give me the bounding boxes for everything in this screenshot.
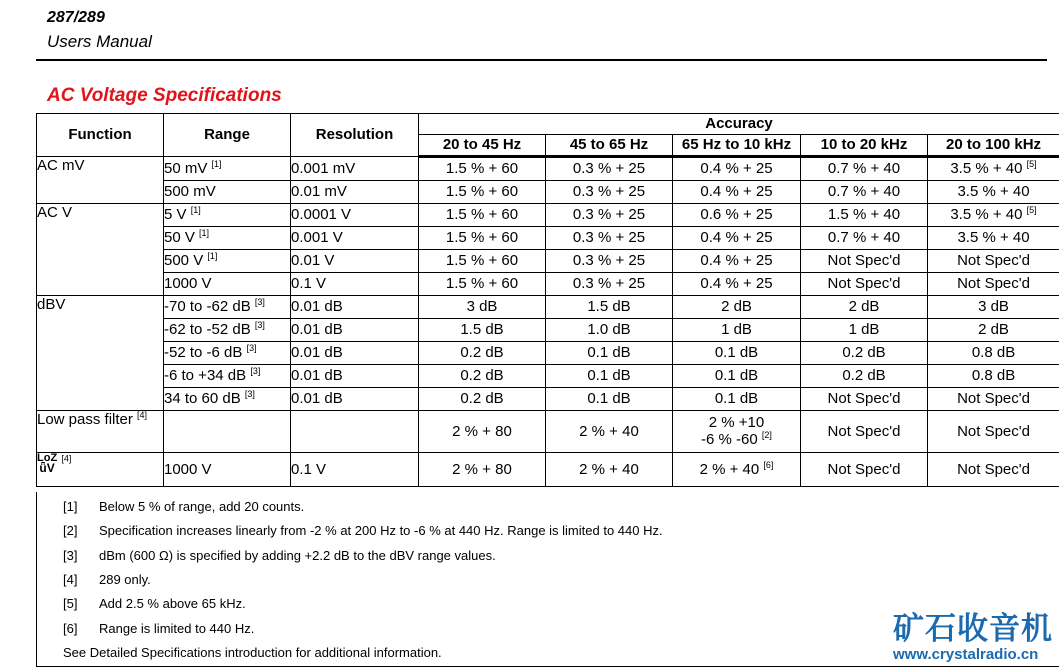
accuracy-cell: 1.5 % + 60 [419, 227, 546, 250]
table-row [37, 365, 1059, 388]
table-row [37, 250, 1059, 273]
accuracy-cell: 0.4 % + 25 [673, 157, 801, 181]
accuracy-cell: 0.6 % + 25 [673, 204, 801, 227]
range-cell: 500 V [1] [164, 250, 291, 273]
footnote-general: See Detailed Specifications introduction for additional information. [63, 645, 442, 660]
header-freq-1: 20 to 45 Hz [419, 135, 546, 157]
resolution-cell: 0.001 V [291, 227, 419, 250]
accuracy-cell: Not Spec'd [928, 273, 1059, 296]
accuracy-cell: Not Spec'd [801, 453, 928, 487]
accuracy-cell: 2 % + 40 [546, 411, 673, 453]
accuracy-cell: 0.1 dB [673, 388, 801, 411]
function-acmv: AC mV [37, 157, 164, 204]
range-cell [164, 411, 291, 453]
range-cell: 50 mV [1] [164, 157, 291, 181]
accuracy-cell: 0.2 dB [801, 365, 928, 388]
accuracy-cell: 3.5 % + 40 [5] [928, 204, 1059, 227]
accuracy-cell: 0.2 dB [419, 388, 546, 411]
section-title: AC Voltage Specifications [47, 85, 282, 106]
accuracy-cell: 0.3 % + 25 [546, 157, 673, 181]
accuracy-cell: 2 % + 40 [6] [673, 453, 801, 487]
function-loz: LoZ ǖV [4] [37, 453, 164, 487]
accuracy-cell: 0.7 % + 40 [801, 227, 928, 250]
accuracy-cell: 2 % + 80 [419, 453, 546, 487]
accuracy-cell: 0.8 dB [928, 342, 1059, 365]
accuracy-cell: 2 dB [673, 296, 801, 319]
range-cell: -6 to +34 dB [3] [164, 365, 291, 388]
accuracy-cell: 2 dB [928, 319, 1059, 342]
resolution-cell: 0.01 dB [291, 365, 419, 388]
accuracy-cell: 3 dB [928, 296, 1059, 319]
table-row [37, 296, 1059, 319]
accuracy-cell: 1.5 % + 60 [419, 157, 546, 181]
resolution-cell: 0.1 V [291, 273, 419, 296]
resolution-cell: 0.01 dB [291, 296, 419, 319]
accuracy-cell: 2 % + 40 [546, 453, 673, 487]
accuracy-cell: 3.5 % + 40 [5] [928, 157, 1059, 181]
accuracy-cell: 0.7 % + 40 [801, 181, 928, 204]
header-function: Function [37, 114, 164, 157]
accuracy-cell: 0.4 % + 25 [673, 250, 801, 273]
resolution-cell: 0.1 V [291, 453, 419, 487]
accuracy-cell: 0.1 dB [546, 342, 673, 365]
header-freq-3: 65 Hz to 10 kHz [673, 135, 801, 157]
accuracy-cell: 0.3 % + 25 [546, 250, 673, 273]
accuracy-cell: 2 % + 80 [419, 411, 546, 453]
accuracy-cell: Not Spec'd [928, 250, 1059, 273]
accuracy-cell: Not Spec'd [801, 388, 928, 411]
resolution-cell: 0.01 V [291, 250, 419, 273]
accuracy-cell: Not Spec'd [928, 411, 1059, 453]
table-row [37, 453, 1059, 487]
accuracy-cell: 1.5 % + 60 [419, 181, 546, 204]
accuracy-cell: 0.4 % + 25 [673, 181, 801, 204]
manual-title: Users Manual [47, 32, 152, 51]
table-row [37, 273, 1059, 296]
accuracy-cell: 0.3 % + 25 [546, 227, 673, 250]
header-freq-2: 45 to 65 Hz [546, 135, 673, 157]
accuracy-cell: 0.2 dB [801, 342, 928, 365]
table-row [37, 319, 1059, 342]
table-row [37, 388, 1059, 411]
table-row [37, 411, 1059, 453]
function-low-pass-filter: Low pass filter [4] [37, 411, 164, 453]
accuracy-cell: 0.3 % + 25 [546, 273, 673, 296]
resolution-cell [291, 411, 419, 453]
accuracy-cell: 3.5 % + 40 [928, 181, 1059, 204]
range-cell: 5 V [1] [164, 204, 291, 227]
accuracy-cell: 0.4 % + 25 [673, 273, 801, 296]
manual-model: 287/289 [47, 9, 105, 26]
accuracy-cell: 2 % +10 -6 % -60 [2] [673, 411, 801, 453]
loz-v-icon: LoZ ǖV [37, 452, 58, 475]
header-freq-5: 20 to 100 kHz [928, 135, 1059, 157]
accuracy-cell: Not Spec'd [928, 388, 1059, 411]
accuracy-cell: 1.5 dB [419, 319, 546, 342]
accuracy-cell: 1.5 % + 60 [419, 250, 546, 273]
table-row [37, 157, 1059, 181]
range-cell: -70 to -62 dB [3] [164, 296, 291, 319]
accuracy-cell: 0.2 dB [419, 365, 546, 388]
resolution-cell: 0.01 dB [291, 388, 419, 411]
table-row [37, 204, 1059, 227]
accuracy-cell: 0.4 % + 25 [673, 227, 801, 250]
table-row [37, 342, 1059, 365]
accuracy-cell: 3 dB [419, 296, 546, 319]
header-freq-4: 10 to 20 kHz [801, 135, 928, 157]
range-cell: 500 mV [164, 181, 291, 204]
footnotes: [1] Below 5 % of range, add 20 counts. [2] Specification increases linearly from -2 % at 200 Hz to -6 % at 440 Hz. Range is limited to 440 Hz. [3] dBm (600 Ω) is specified by adding +2.2 dB to the dBV range values. [4] 289 only. [5] Add 2.5 % above 65 kHz. [6] Range is limited to 440 Hz. See Detailed Specifications introduction for additional information. [36, 492, 1059, 667]
accuracy-cell: Not Spec'd [928, 453, 1059, 487]
accuracy-cell: 0.8 dB [928, 365, 1059, 388]
function-acv: AC V [37, 204, 164, 296]
function-dbv: dBV [37, 296, 164, 411]
accuracy-cell: 3.5 % + 40 [928, 227, 1059, 250]
accuracy-cell: 0.1 dB [546, 365, 673, 388]
accuracy-cell: 1 dB [801, 319, 928, 342]
header-accuracy: Accuracy [419, 114, 1059, 135]
range-cell: 50 V [1] [164, 227, 291, 250]
accuracy-cell: 0.1 dB [673, 365, 801, 388]
range-cell: -62 to -52 dB [3] [164, 319, 291, 342]
range-cell: 1000 V [164, 453, 291, 487]
ac-voltage-spec-table [36, 113, 1059, 487]
range-cell: 34 to 60 dB [3] [164, 388, 291, 411]
watermark-text: 矿石收音机 [893, 611, 1053, 646]
accuracy-cell: 1 dB [673, 319, 801, 342]
table-row [37, 227, 1059, 250]
resolution-cell: 0.01 mV [291, 181, 419, 204]
header-rule [36, 59, 1047, 61]
accuracy-cell: 0.2 dB [419, 342, 546, 365]
resolution-cell: 0.01 dB [291, 319, 419, 342]
accuracy-cell: Not Spec'd [801, 273, 928, 296]
accuracy-cell: 1.5 dB [546, 296, 673, 319]
accuracy-cell: 0.3 % + 25 [546, 181, 673, 204]
accuracy-cell: 0.1 dB [673, 342, 801, 365]
range-cell: 1000 V [164, 273, 291, 296]
accuracy-cell: 1.5 % + 40 [801, 204, 928, 227]
watermark-url: www.crystalradio.cn [893, 646, 1039, 663]
accuracy-cell: 0.1 dB [546, 388, 673, 411]
accuracy-cell: 2 dB [801, 296, 928, 319]
accuracy-cell: Not Spec'd [801, 250, 928, 273]
accuracy-cell: 1.0 dB [546, 319, 673, 342]
resolution-cell: 0.01 dB [291, 342, 419, 365]
resolution-cell: 0.0001 V [291, 204, 419, 227]
resolution-cell: 0.001 mV [291, 157, 419, 181]
table-row [37, 181, 1059, 204]
header-resolution: Resolution [291, 114, 419, 157]
header-range: Range [164, 114, 291, 157]
accuracy-cell: 1.5 % + 60 [419, 273, 546, 296]
accuracy-cell: Not Spec'd [801, 411, 928, 453]
accuracy-cell: 0.7 % + 40 [801, 157, 928, 181]
accuracy-cell: 1.5 % + 60 [419, 204, 546, 227]
range-cell: -52 to -6 dB [3] [164, 342, 291, 365]
accuracy-cell: 0.3 % + 25 [546, 204, 673, 227]
